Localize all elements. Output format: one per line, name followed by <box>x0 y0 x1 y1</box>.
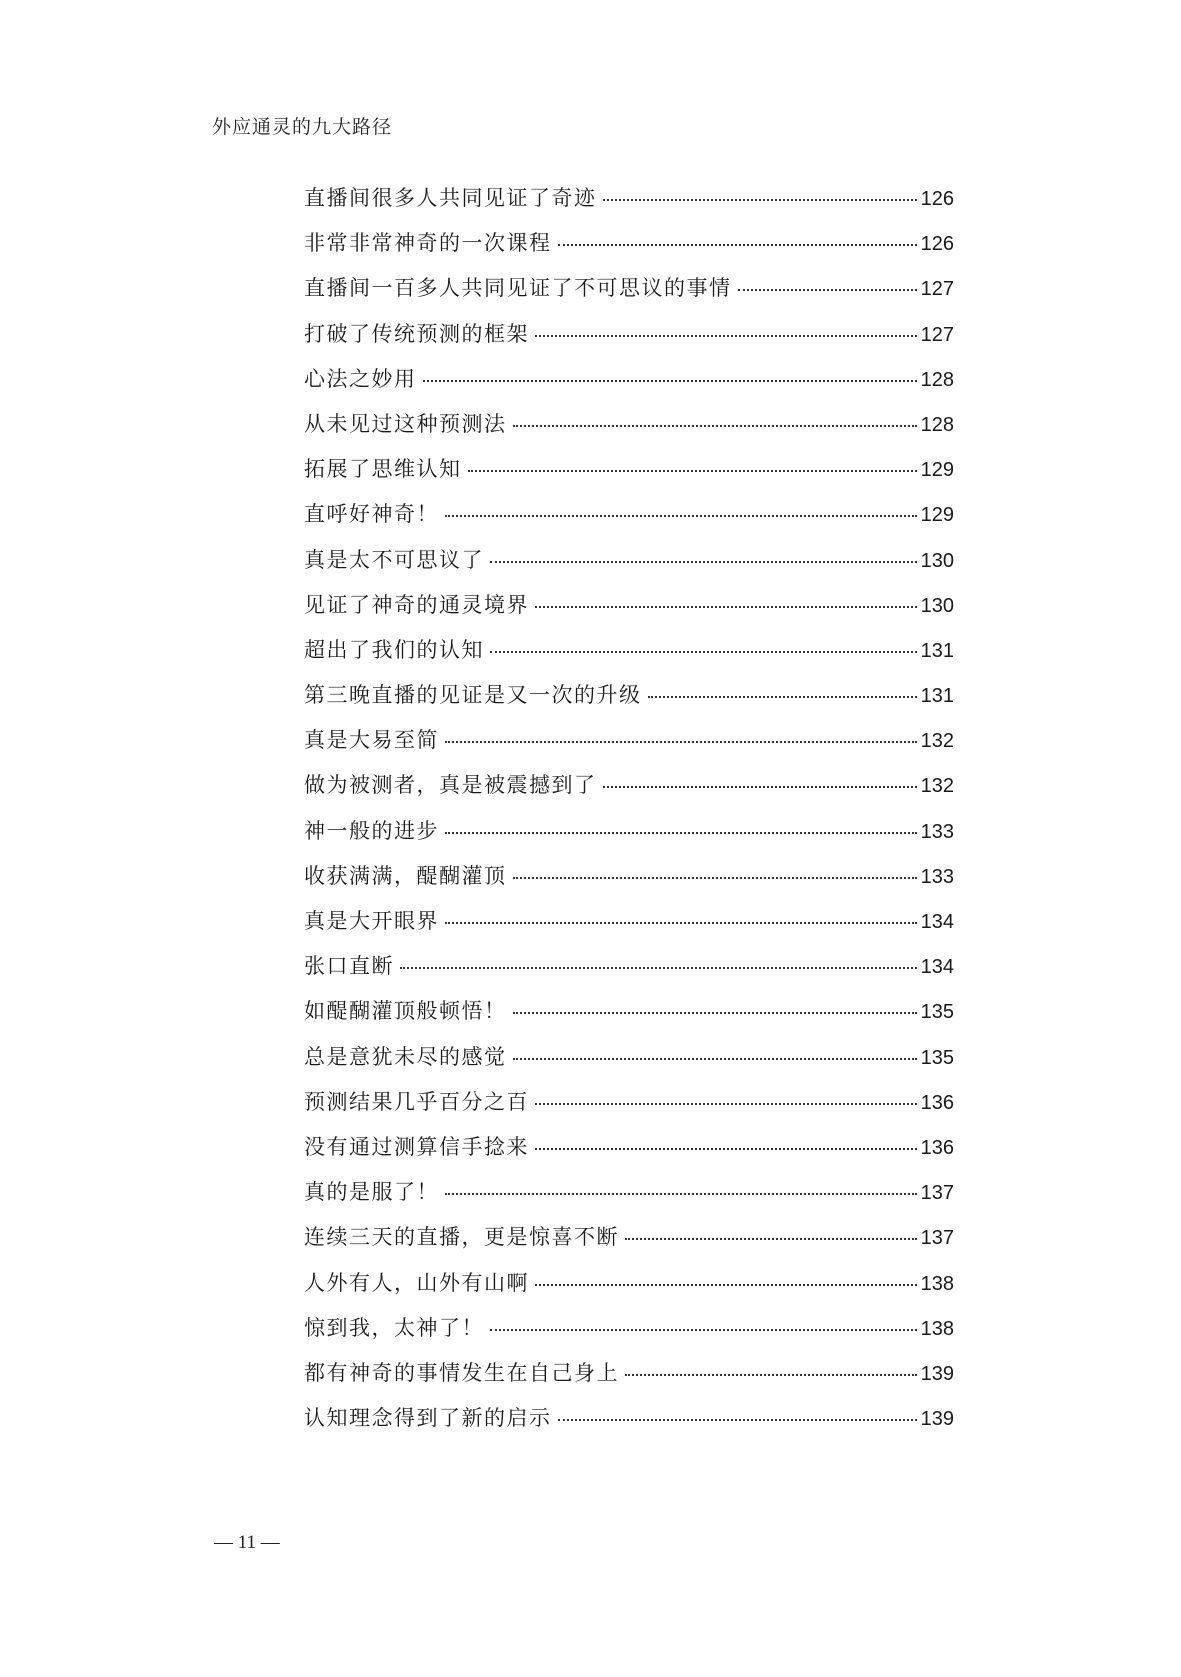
toc-entry-title: 总是意犹未尽的感觉 <box>304 1044 507 1069</box>
toc-entry-page: 136 <box>920 1136 954 1159</box>
toc-entry-page: 127 <box>920 323 954 346</box>
dot-leader <box>603 786 917 788</box>
toc-entry[interactable] <box>304 272 954 317</box>
toc-entry-title: 真是太不可思议了 <box>304 547 484 572</box>
toc-entry-page: 127 <box>920 278 954 301</box>
dot-leader <box>535 1284 917 1286</box>
toc-entry-title: 人外有人，山外有山啊 <box>304 1270 529 1295</box>
toc-entry[interactable] <box>304 227 954 272</box>
toc-entry[interactable] <box>304 498 954 543</box>
toc-entry-page: 135 <box>920 1046 954 1069</box>
toc-entry-page: 131 <box>920 639 954 662</box>
toc-entry[interactable] <box>304 815 954 860</box>
toc-entry-page: 137 <box>920 1182 954 1205</box>
toc-entry-page: 139 <box>920 1408 954 1431</box>
toc-entry-title: 超出了我们的认知 <box>304 637 484 662</box>
toc-entry-page: 128 <box>920 368 954 391</box>
toc-entry-page: 138 <box>920 1272 954 1295</box>
toc-entry-title: 如醍醐灌顶般顿悟！ <box>304 999 507 1024</box>
running-header: 外应通灵的九大路径 <box>212 116 393 138</box>
toc-entry[interactable] <box>304 1402 954 1447</box>
table-of-contents <box>304 182 954 1447</box>
dot-leader <box>558 244 917 246</box>
toc-entry[interactable] <box>304 1086 954 1131</box>
toc-entry[interactable] <box>304 634 954 679</box>
toc-entry-page: 134 <box>920 911 954 933</box>
dot-leader <box>445 1193 917 1195</box>
toc-entry-page: 137 <box>920 1227 954 1250</box>
toc-entry-page: 128 <box>920 413 954 436</box>
toc-entry-title: 直呼好神奇！ <box>304 502 439 527</box>
toc-entry[interactable] <box>304 995 954 1040</box>
toc-entry[interactable] <box>304 905 954 950</box>
dot-leader <box>648 696 917 698</box>
toc-entry[interactable] <box>304 544 954 589</box>
toc-entry-title: 认知理念得到了新的启示 <box>304 1406 552 1431</box>
toc-entry[interactable] <box>304 860 954 905</box>
toc-entry-page: 131 <box>920 685 954 708</box>
dot-leader <box>490 1329 917 1331</box>
dot-leader <box>513 1012 917 1014</box>
toc-entry-page: 135 <box>920 1001 954 1024</box>
toc-entry-title: 心法之妙用 <box>304 366 417 391</box>
dot-leader <box>445 832 917 834</box>
toc-entry[interactable] <box>304 453 954 498</box>
toc-entry-title: 惊到我，太神了！ <box>304 1315 484 1340</box>
dot-leader <box>490 651 917 653</box>
toc-entry-title: 见证了神奇的通灵境界 <box>304 592 529 617</box>
toc-entry-title: 非常非常神奇的一次课程 <box>304 231 552 256</box>
dot-leader <box>423 380 917 382</box>
toc-entry-title: 真是大开眼界 <box>304 909 439 933</box>
toc-entry[interactable] <box>304 363 954 408</box>
toc-entry-page: 130 <box>920 594 954 617</box>
toc-entry-title: 拓展了思维认知 <box>304 457 462 482</box>
dot-leader <box>738 289 917 291</box>
dot-leader <box>513 425 917 427</box>
dot-leader <box>603 199 917 201</box>
toc-entry-title: 预测结果几乎百分之百 <box>304 1089 529 1114</box>
toc-entry-title: 从未见过这种预测法 <box>304 411 507 436</box>
dot-leader <box>535 335 917 337</box>
dot-leader <box>513 1058 917 1060</box>
toc-entry[interactable] <box>304 1357 954 1402</box>
toc-entry-title: 真的是服了！ <box>304 1180 439 1205</box>
toc-entry-title: 真是大易至简 <box>304 728 439 753</box>
toc-entry-page: 136 <box>920 1091 954 1114</box>
toc-entry-page: 134 <box>920 956 954 979</box>
toc-entry[interactable] <box>304 1041 954 1086</box>
toc-entry-title: 张口直断 <box>304 954 394 979</box>
toc-entry[interactable] <box>304 182 954 227</box>
toc-entry-title: 打破了传统预测的框架 <box>304 321 529 346</box>
toc-entry[interactable] <box>304 1176 954 1221</box>
toc-entry-page: 132 <box>920 730 954 753</box>
toc-entry[interactable] <box>304 724 954 769</box>
toc-entry-page: 132 <box>920 775 954 798</box>
toc-entry-page: 133 <box>920 865 954 888</box>
toc-entry[interactable] <box>304 589 954 634</box>
toc-entry[interactable] <box>304 1131 954 1176</box>
dot-leader <box>625 1238 917 1240</box>
toc-entry-page: 126 <box>920 188 954 210</box>
toc-entry[interactable] <box>304 679 954 724</box>
dot-leader <box>445 741 917 743</box>
toc-entry[interactable] <box>304 1267 954 1312</box>
toc-entry-page: 129 <box>920 504 954 527</box>
dot-leader <box>535 1103 917 1105</box>
toc-entry-title: 第三晚直播的见证是又一次的升级 <box>304 683 642 708</box>
page-number: — 11 — <box>214 1532 280 1553</box>
toc-entry-title: 神一般的进步 <box>304 818 439 843</box>
dot-leader <box>513 877 917 879</box>
toc-entry-title: 直播间很多人共同见证了奇迹 <box>304 186 597 210</box>
toc-entry-title: 直播间一百多人共同见证了不可思议的事情 <box>304 276 732 301</box>
dot-leader <box>445 922 917 924</box>
dot-leader <box>400 967 917 969</box>
toc-entry-page: 139 <box>920 1362 954 1385</box>
toc-entry-page: 130 <box>920 549 954 572</box>
toc-entry[interactable] <box>304 1221 954 1266</box>
toc-entry-title: 连续三天的直播，更是惊喜不断 <box>304 1225 619 1250</box>
toc-entry-page: 133 <box>920 820 954 843</box>
toc-entry-title: 收获满满，醍醐灌顶 <box>304 863 507 888</box>
toc-entry-page: 138 <box>920 1317 954 1340</box>
toc-entry-title: 都有神奇的事情发生在自己身上 <box>304 1360 619 1385</box>
toc-entry[interactable] <box>304 950 954 995</box>
dot-leader <box>445 515 917 517</box>
toc-entry-page: 129 <box>920 459 954 482</box>
dot-leader <box>558 1419 917 1421</box>
dot-leader <box>535 606 917 608</box>
toc-entry[interactable] <box>304 318 954 363</box>
toc-entry-title: 做为被测者，真是被震撼到了 <box>304 773 597 798</box>
dot-leader <box>625 1374 917 1376</box>
toc-entry[interactable] <box>304 769 954 814</box>
dot-leader <box>468 470 917 472</box>
toc-entry[interactable] <box>304 408 954 453</box>
dot-leader <box>490 561 917 563</box>
toc-entry-title: 没有通过测算信手捻来 <box>304 1134 529 1159</box>
dot-leader <box>535 1148 917 1150</box>
toc-entry-page: 126 <box>920 233 954 256</box>
toc-entry[interactable] <box>304 1312 954 1357</box>
